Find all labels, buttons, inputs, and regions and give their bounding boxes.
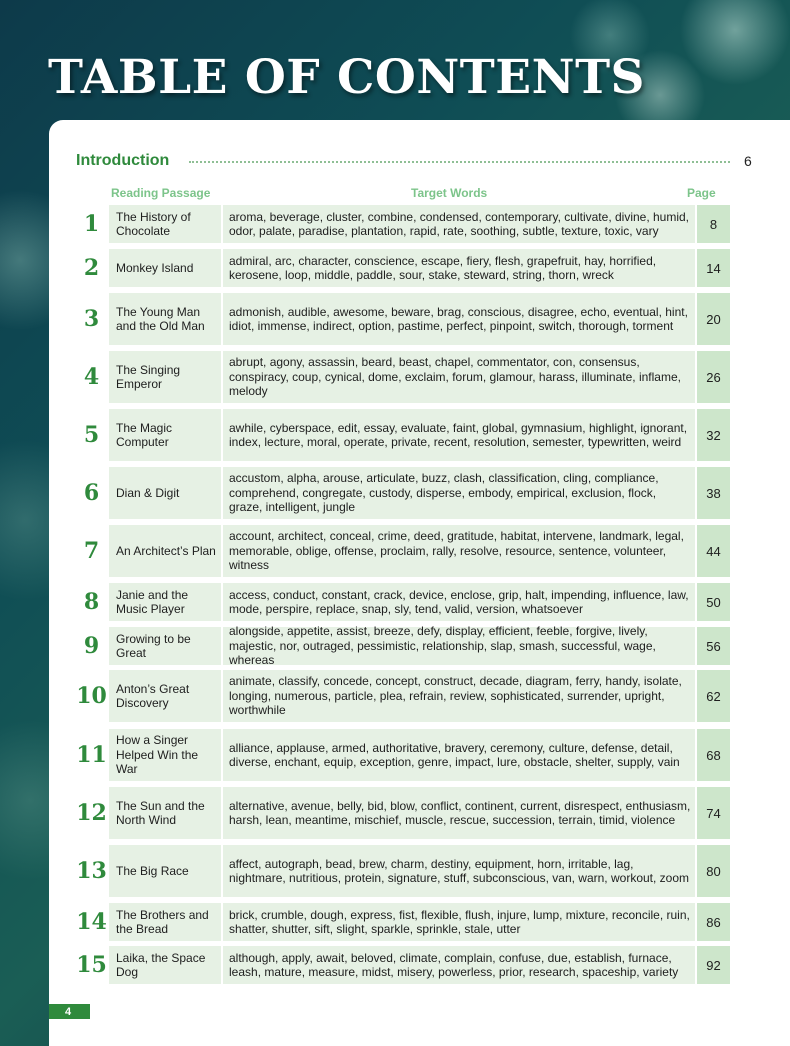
header-target-words: Target Words xyxy=(411,186,488,200)
passage-title: The Sun and the North Wind xyxy=(109,787,221,839)
passage-title: Janie and the Music Player xyxy=(109,583,221,621)
table-row xyxy=(74,583,730,621)
passage-number: 9 xyxy=(83,633,100,659)
header-reading-passage: Reading Passage xyxy=(111,186,211,200)
target-words: affect, autograph, bead, brew, charm, destiny, equipment, horn, irritable, lag, nightmare, nutritious, protein, signature, stuff, subconscious, van, warn, workout, zoom xyxy=(223,845,695,897)
table-row xyxy=(74,729,730,781)
passage-number: 6 xyxy=(83,480,100,506)
page-cell: 68 xyxy=(697,729,730,781)
passage-title: Growing to be Great xyxy=(109,627,221,665)
table-row xyxy=(74,670,730,722)
introduction-page: 6 xyxy=(744,153,752,169)
passage-title: Anton’s Great Discovery xyxy=(109,670,221,722)
page-cell: 14 xyxy=(697,249,730,287)
target-words: account, architect, conceal, crime, deed, gratitude, habitat, intervene, landmark, legal, memorable, oblige, offense, proclaim, rally, resolve, resource, sentence, volunteer, witness xyxy=(223,525,695,577)
target-words: alongside, appetite, assist, breeze, defy, display, efficient, feeble, forgive, lively, majestic, nor, outraged, pessimistic, relationship, slap, smash, successful, wage, whereas xyxy=(223,627,695,665)
passage-number: 5 xyxy=(83,422,100,448)
table-row xyxy=(74,205,730,243)
target-words: animate, classify, concede, concept, construct, decade, diagram, ferry, handy, isolate, longing, numerous, particle, plea, refrain, review, sophisticated, surrender, upright, worthwhile xyxy=(223,670,695,722)
passage-number: 10 xyxy=(76,683,107,709)
table-row xyxy=(74,293,730,345)
passage-title: Monkey Island xyxy=(109,249,221,287)
page-cell: 80 xyxy=(697,845,730,897)
passage-number: 4 xyxy=(83,364,100,390)
table-row xyxy=(74,249,730,287)
table-row xyxy=(74,624,730,668)
passage-number: 8 xyxy=(83,589,100,615)
target-words: although, apply, await, beloved, climate, complain, confuse, due, establish, furnace, leash, mature, measure, midst, misery, powerless, prior, research, spaceship, variety xyxy=(223,946,695,984)
page-cell: 32 xyxy=(697,409,730,461)
target-words: alternative, avenue, belly, bid, blow, conflict, continent, current, disrespect, enthusiasm, harsh, lean, meantime, mischief, muscle, rescue, succession, terrain, timid, violence xyxy=(223,787,695,839)
passage-title: The Young Man and the Old Man xyxy=(109,293,221,345)
table-row xyxy=(74,946,730,984)
dot-leader xyxy=(189,161,730,163)
target-words: aroma, beverage, cluster, combine, condensed, contemporary, cultivate, divine, humid, odor, palate, paradise, plantation, rapid, rate, soothing, subtle, texture, toxic, vary xyxy=(223,205,695,243)
table-row xyxy=(74,467,730,519)
target-words: abrupt, agony, assassin, beard, beast, chapel, commentator, con, consensus, conspiracy, coup, cynical, dome, exclaim, forum, glamour, harass, illuminate, inflame, melody xyxy=(223,351,695,403)
page-cell: 56 xyxy=(697,627,730,665)
passage-title: The Magic Computer xyxy=(109,409,221,461)
contents-panel xyxy=(49,120,790,1046)
page-cell: 44 xyxy=(697,525,730,577)
page-number-tab xyxy=(49,1004,90,1019)
passage-title: The History of Chocolate xyxy=(109,205,221,243)
passage-title: The Singing Emperor xyxy=(109,351,221,403)
passage-number: 1 xyxy=(83,211,100,237)
passage-number: 13 xyxy=(76,858,107,884)
page-cell: 26 xyxy=(697,351,730,403)
page-number: 4 xyxy=(65,1005,72,1018)
page-cell: 62 xyxy=(697,670,730,722)
passage-title: Laika, the Space Dog xyxy=(109,946,221,984)
passage-title: Dian & Digit xyxy=(109,467,221,519)
passage-number: 2 xyxy=(83,255,100,281)
table-row xyxy=(74,903,730,941)
passage-title: The Big Race xyxy=(109,845,221,897)
target-words: admiral, arc, character, conscience, escape, fiery, flesh, grapefruit, hay, horrified, kerosene, loop, middle, paddle, sour, stake, steward, string, thorn, wreck xyxy=(223,249,695,287)
target-words: admonish, audible, awesome, beware, brag, conscious, disagree, echo, eventual, hint, idiot, immense, indirect, option, pastime, perfect, pinpoint, switch, thorough, torment xyxy=(223,293,695,345)
table-row xyxy=(74,525,730,577)
target-words: alliance, applause, armed, authoritative, bravery, ceremony, culture, defense, detail, diverse, enchant, equip, exception, genre, impact, lure, obstacle, shelter, supply, vain xyxy=(223,729,695,781)
page-cell: 38 xyxy=(697,467,730,519)
table-row xyxy=(74,845,730,897)
passage-number: 3 xyxy=(83,306,100,332)
table-row xyxy=(74,409,730,461)
target-words: brick, crumble, dough, express, fist, flexible, flush, injure, lump, mixture, reconcile, ruin, shatter, shutter, sift, slight, sparkle, sprinkle, stale, utter xyxy=(223,903,695,941)
passage-number: 11 xyxy=(76,742,107,768)
header-page: Page xyxy=(687,186,716,200)
introduction-row xyxy=(76,150,756,172)
page-cell: 86 xyxy=(697,903,730,941)
introduction-label: Introduction xyxy=(76,152,170,169)
target-words: access, conduct, constant, crack, device, enclose, grip, halt, impending, influence, law, mode, perspire, replace, snap, sly, tend, valid, version, whatsoever xyxy=(223,583,695,621)
page-cell: 74 xyxy=(697,787,730,839)
target-words: awhile, cyberspace, edit, essay, evaluate, faint, global, gymnasium, highlight, ignorant, index, lecture, moral, operate, private, recent, resolution, semester, typewritten, weird xyxy=(223,409,695,461)
page-cell: 20 xyxy=(697,293,730,345)
page-cell: 50 xyxy=(697,583,730,621)
page-title: TABLE OF CONTENTS xyxy=(48,50,645,105)
passage-title: How a Singer Helped Win the War xyxy=(109,729,221,781)
passage-title: An Architect’s Plan xyxy=(109,525,221,577)
passage-number: 14 xyxy=(76,909,107,935)
passage-number: 7 xyxy=(83,538,100,564)
page-cell: 92 xyxy=(697,946,730,984)
passage-number: 15 xyxy=(76,952,107,978)
passage-number: 12 xyxy=(76,800,107,826)
table-row xyxy=(74,787,730,839)
table-row xyxy=(74,351,730,403)
target-words: accustom, alpha, arouse, articulate, buzz, clash, classification, cling, compliance, comprehend, congregate, custody, disperse, embody, empirical, exclusion, flock, graze, intelligent, jungle xyxy=(223,467,695,519)
page-cell: 8 xyxy=(697,205,730,243)
passage-title: The Brothers and the Bread xyxy=(109,903,221,941)
